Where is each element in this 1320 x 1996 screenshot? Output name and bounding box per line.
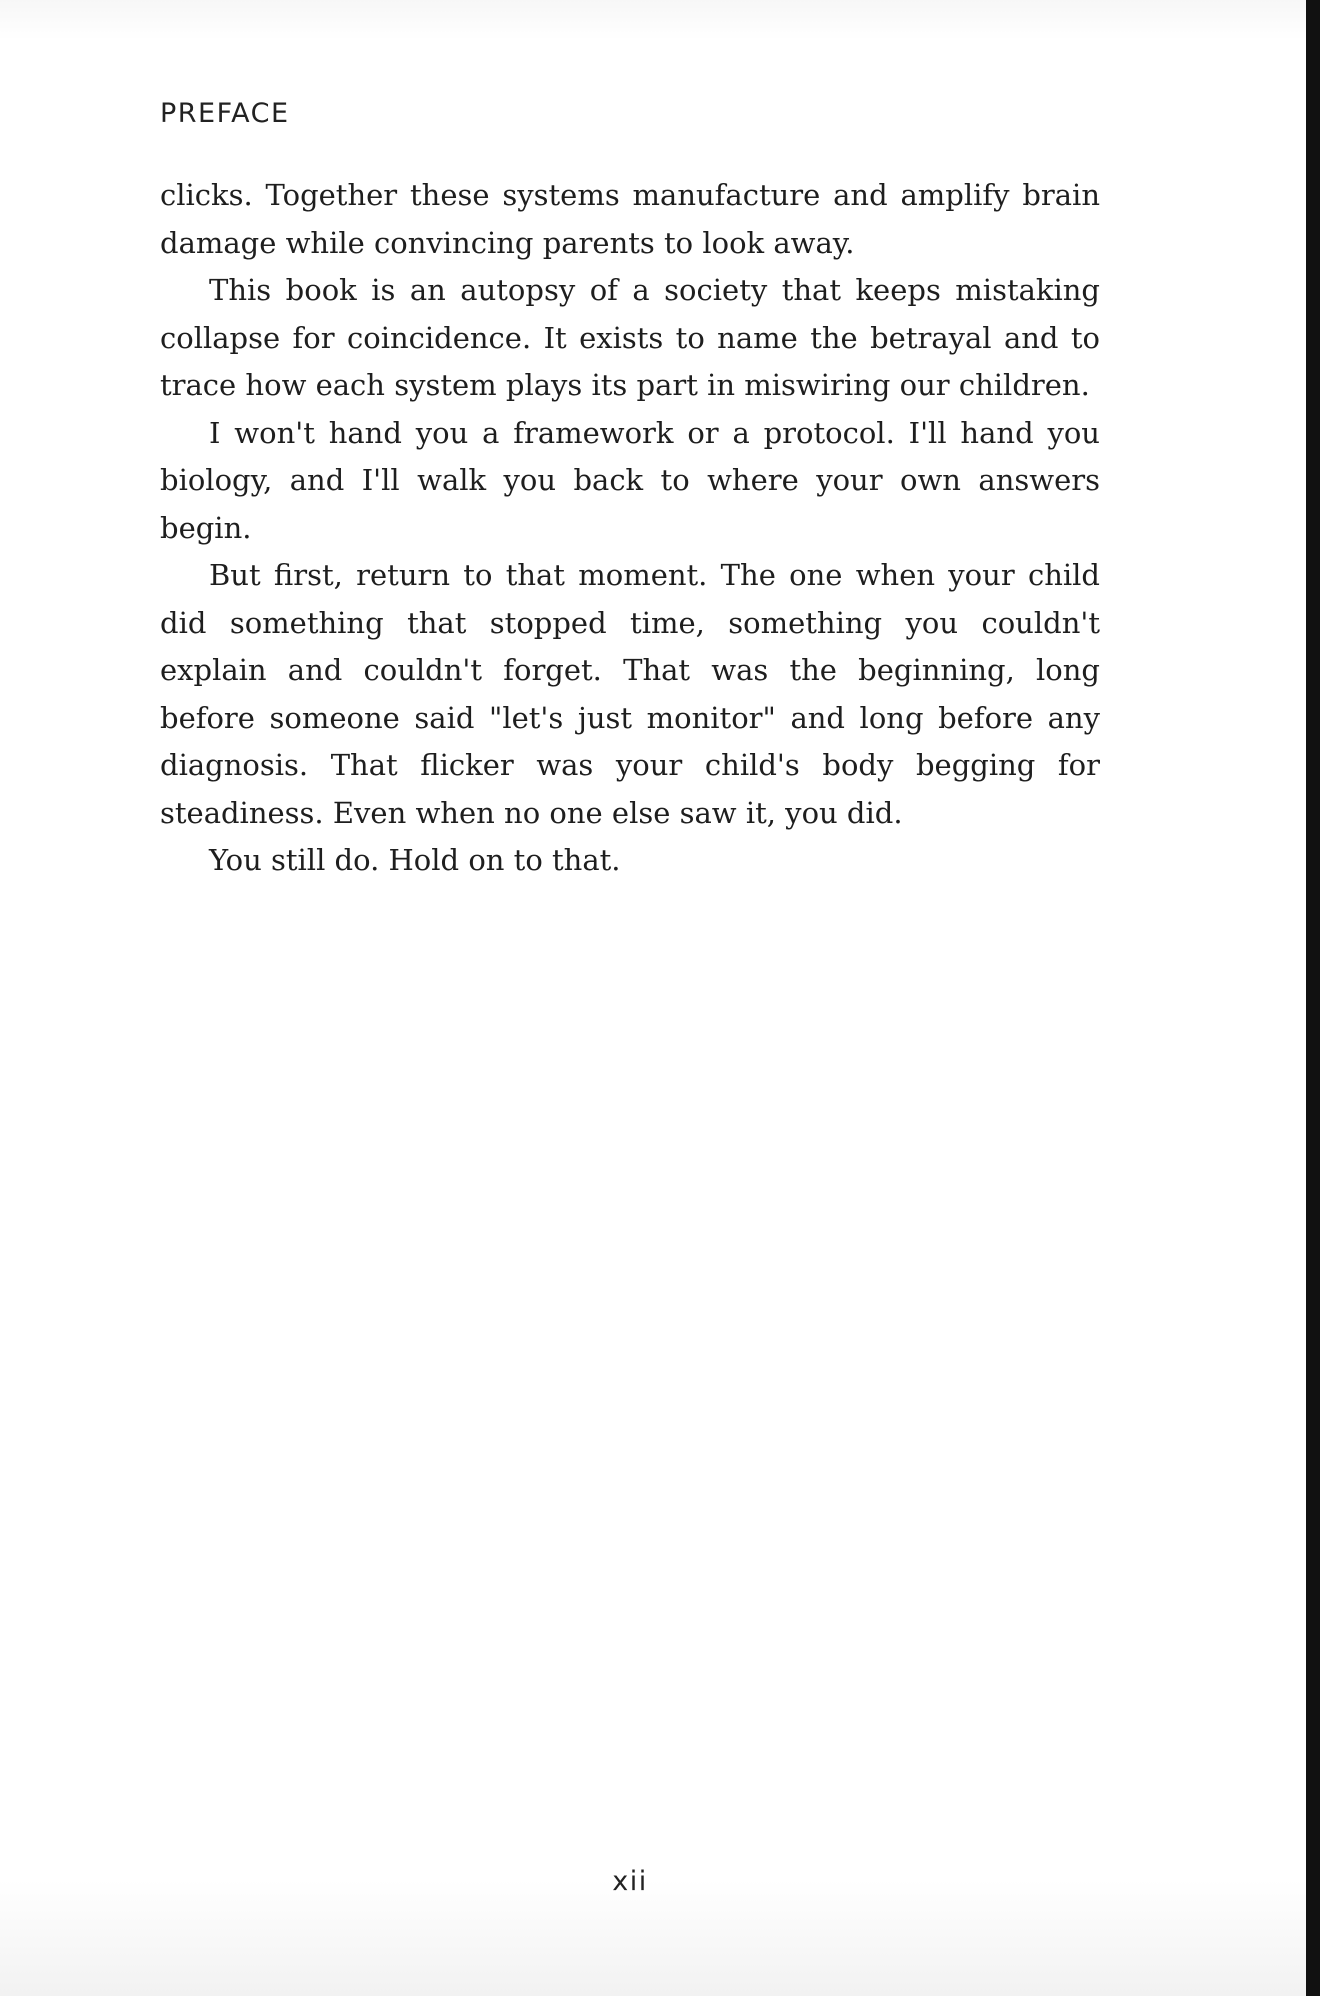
paragraph-continued: clicks. Together these systems manufacture and amplify brain damage while convincing parents to look away.: [160, 178, 1100, 260]
screen-edge: [1306, 0, 1320, 1996]
paragraph: But first, return to that moment. The one when your child did something that stopped time, something you couldn't explain and couldn't forget. That was the beginning, long before someone said "let's just monitor" and long before any diagnosis. That flicker was your child's body begging for steadiness. Even when no one else saw it, you did.: [160, 558, 1100, 830]
paragraph: This book is an autopsy of a society that keeps mistaking collapse for coincidence. It exists to name the betrayal and to trace how each system plays its part in miswiring our children.: [160, 273, 1100, 402]
paragraph: I won't hand you a framework or a protocol. I'll hand you biology, and I'll walk you back to where your own answers begin.: [160, 415, 1100, 545]
running-head: PREFACE: [160, 98, 290, 129]
paragraph: You still do. Hold on to that.: [209, 843, 621, 877]
body-text: [160, 172, 1100, 885]
page-number: xii: [612, 1866, 648, 1897]
